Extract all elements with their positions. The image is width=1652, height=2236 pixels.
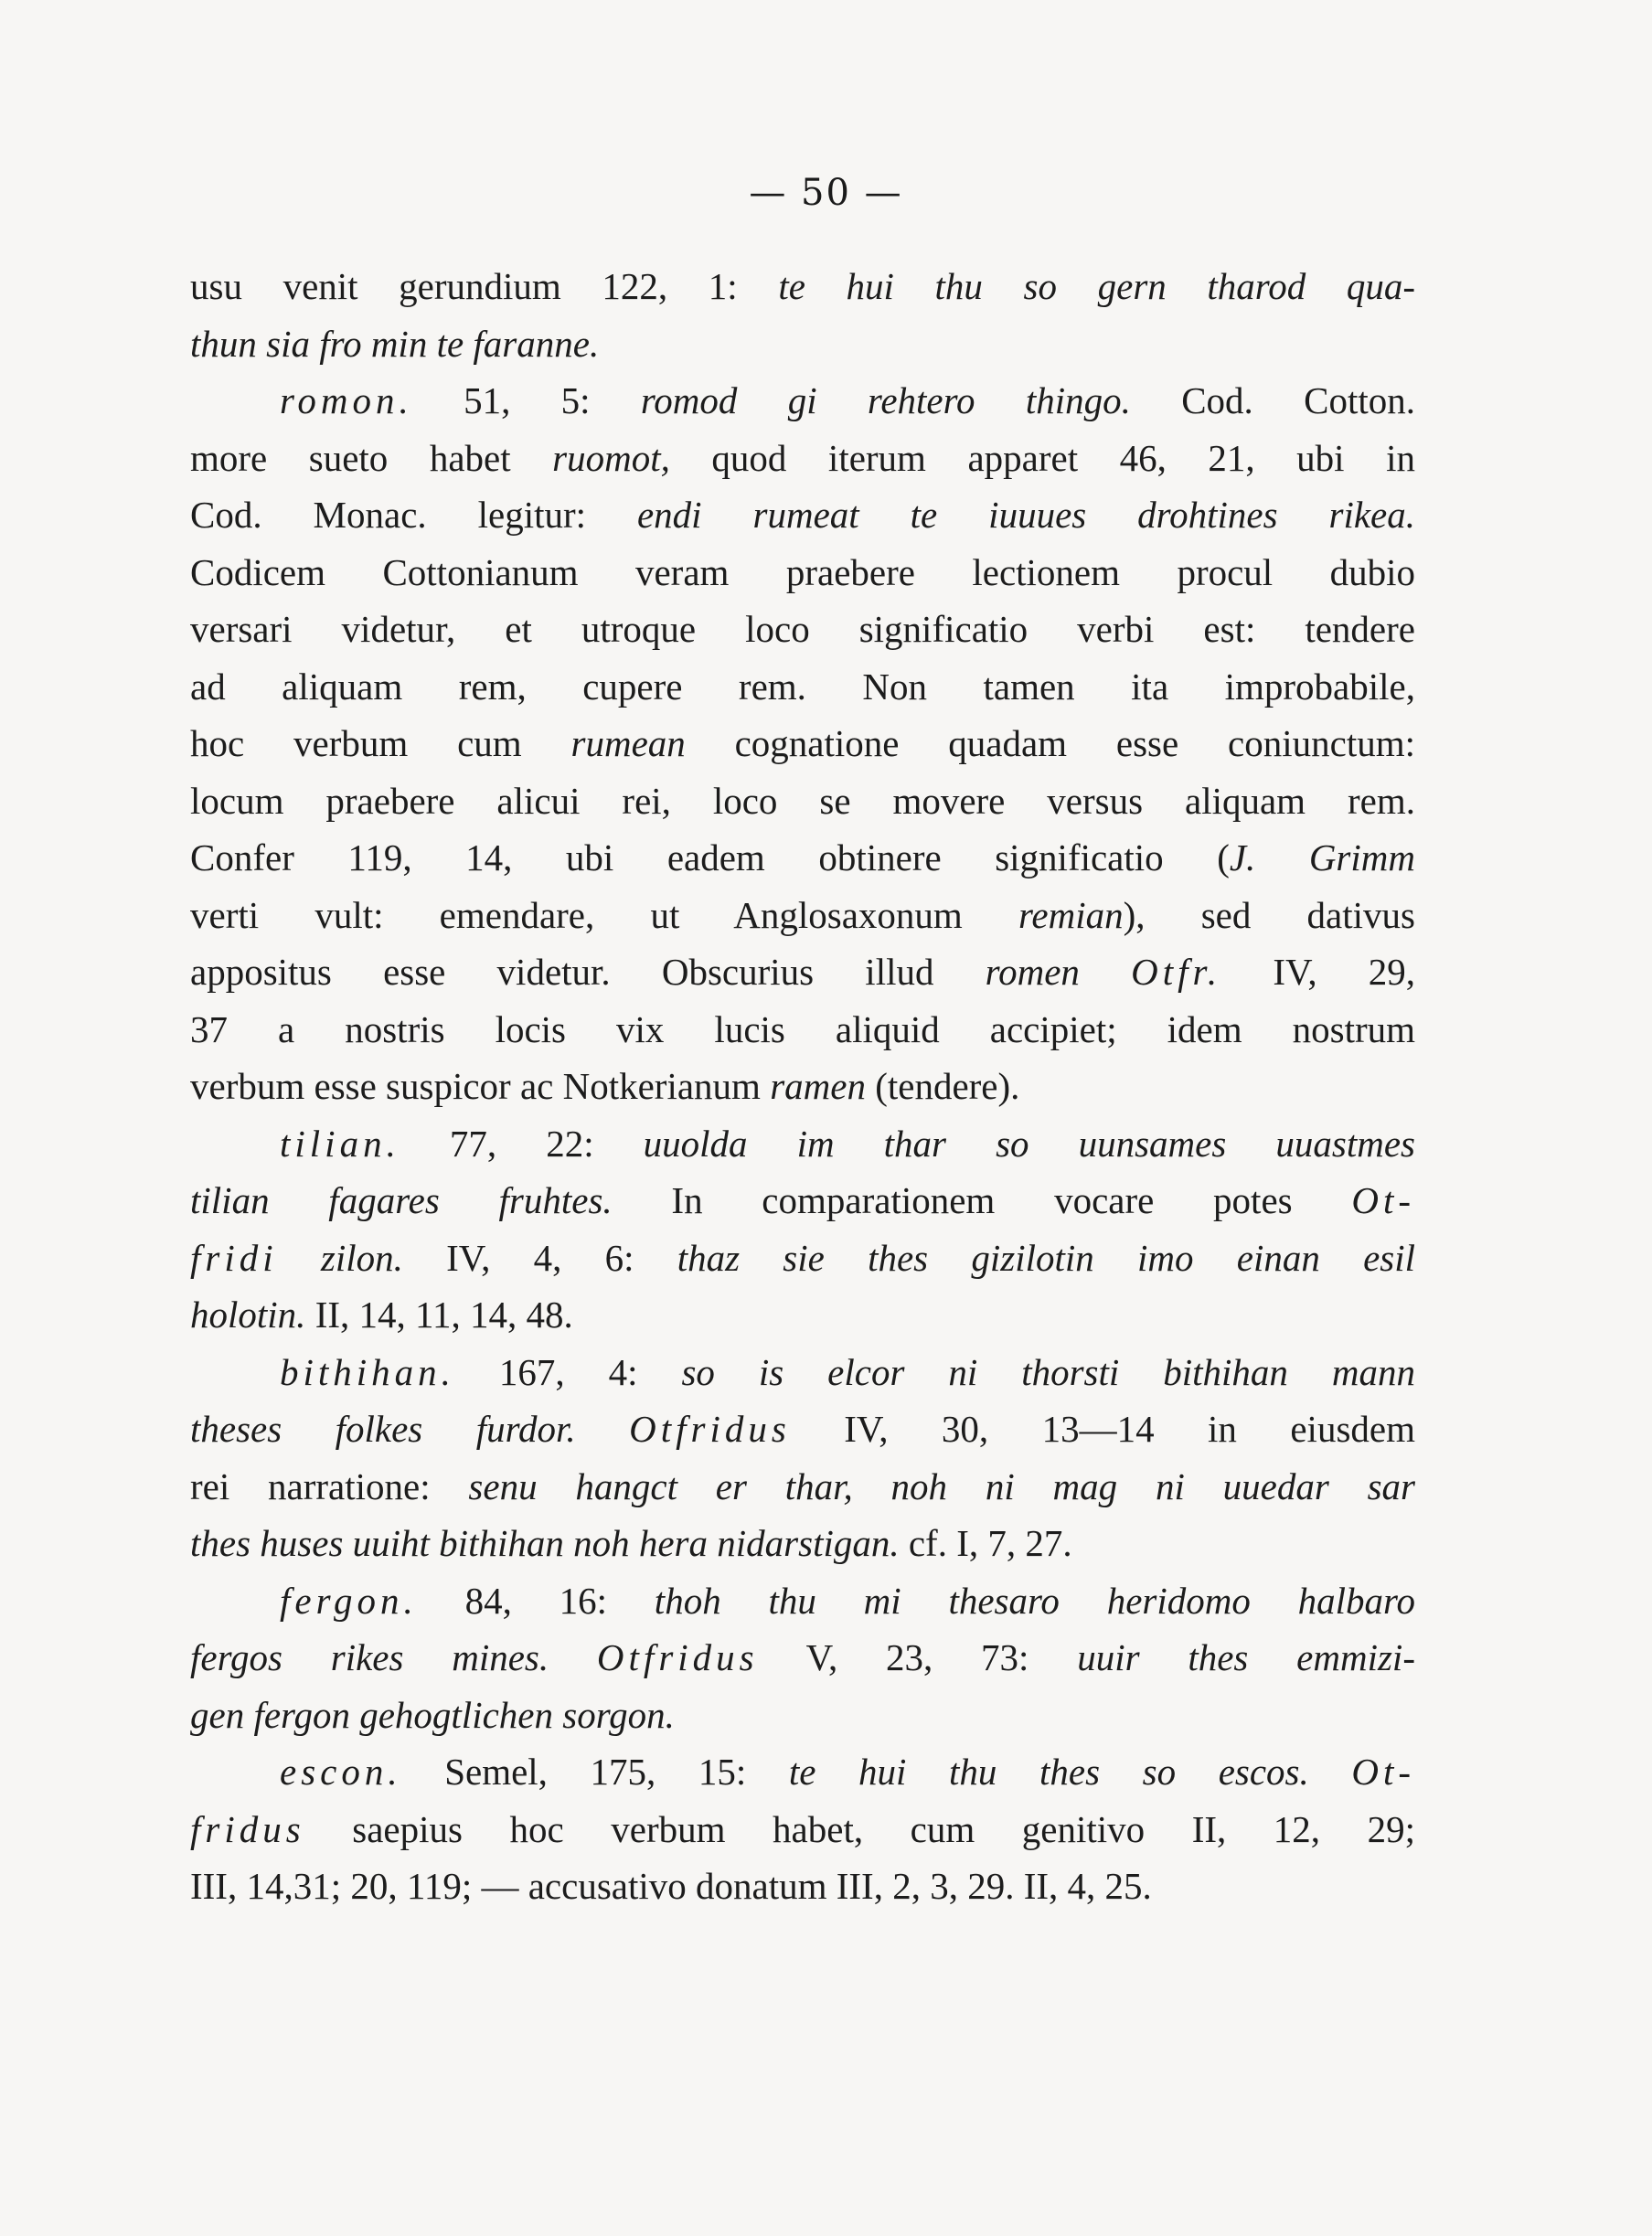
text-line [190, 486, 1415, 544]
italic-text: J. Grimm [1229, 836, 1415, 878]
italic-text: tilian fagares fruhtes. [190, 1179, 613, 1221]
text-line [190, 829, 1415, 887]
text-line [190, 1458, 1415, 1516]
roman-text: appositus esse videtur. Obscurius illud [190, 951, 986, 993]
roman-text: cognatione quadam esse coniunctum: [685, 722, 1415, 764]
italic-text: zilon. [320, 1236, 403, 1279]
italic-text: fridus [190, 1807, 305, 1850]
roman-text: verti vult: emendare, ut Anglosaxonum [190, 893, 1018, 936]
text-line [190, 1801, 1415, 1858]
roman-text [549, 1636, 597, 1678]
italic-text: romod gi rehtero thingo. [640, 379, 1131, 421]
roman-text: IV, 29, [1221, 951, 1415, 993]
text-line [190, 1001, 1415, 1059]
italic-text: thoh thu mi thesaro heridomo halbaro [654, 1579, 1415, 1622]
text-line [190, 1115, 1415, 1173]
italic-text: Otfr. [1131, 951, 1222, 993]
italic-text: rumean [570, 722, 686, 764]
text-line [190, 1400, 1415, 1458]
roman-text: In comparationem vocare potes [612, 1179, 1352, 1221]
roman-text: Codicem Cottonianum veram praebere lectionem procul dubio [190, 550, 1415, 593]
italic-text: so is elcor ni thorsti bithihan mann [681, 1350, 1415, 1393]
italic-text: senu hangct er thar, noh ni mag ni uuedar sar [468, 1464, 1415, 1507]
italic-text: Otfridus [629, 1408, 791, 1450]
text-line [190, 372, 1415, 430]
roman-text: usu venit gerundium 122, 1: [190, 265, 779, 307]
roman-text: locum praebere alicui rei, loco se movere versus aliquam rem. [190, 779, 1415, 822]
roman-text: 77, 22: [400, 1122, 644, 1165]
roman-text: ), sed dativus [1123, 893, 1415, 936]
roman-text: verbum esse suspicor ac Notkerianum [190, 1065, 771, 1107]
text-line [190, 1572, 1415, 1630]
text-line [190, 887, 1415, 944]
body-text [190, 258, 1415, 1915]
roman-text: ad aliquam rem, cupere rem. Non tamen ita improbabile, [190, 665, 1415, 708]
text-line [190, 1344, 1415, 1401]
italic-text: endi rumeat te iuuues drohtines rikea. [636, 494, 1415, 536]
italic-text: romon. [280, 379, 413, 421]
italic-text: fergos rikes mines. [190, 1636, 549, 1678]
roman-text: 84, 16: [417, 1579, 655, 1622]
text-line [190, 1687, 1415, 1744]
roman-text: 37 a nostris locis vix lucis aliquid accipiet; idem nostrum [190, 1007, 1415, 1050]
text-line [190, 1286, 1415, 1344]
text-line [190, 1172, 1415, 1230]
italic-text: escon. [280, 1751, 402, 1793]
roman-text: hoc verbum cum [190, 722, 571, 764]
roman-text: (tendere). [865, 1065, 1020, 1107]
roman-text: versari videtur, et utroque loco significatio verbi est: tendere [190, 608, 1415, 650]
text-line [190, 430, 1415, 487]
italic-text: Otfridus [596, 1636, 759, 1678]
italic-text: ramen [770, 1065, 866, 1107]
italic-text: te hui thu so gern tharod qua- [778, 265, 1415, 307]
italic-text: te hui thu thes so escos. [788, 1751, 1309, 1793]
roman-text: Cod. Cotton. [1130, 379, 1415, 421]
roman-text: IV, 4, 6: [402, 1236, 677, 1279]
italic-text: Ot- [1351, 1751, 1415, 1793]
text-line [190, 1515, 1415, 1572]
roman-text: quod iterum apparet 46, 21, ubi in [669, 436, 1415, 479]
roman-text: Semel, 175, 15: [401, 1751, 789, 1793]
text-line [190, 601, 1415, 658]
italic-text: tilian. [280, 1122, 400, 1165]
roman-text: more sueto habet [190, 436, 553, 479]
italic-text: thun sia fro min te faranne. [190, 322, 600, 365]
roman-text: 167, 4: [454, 1350, 682, 1393]
text-line [190, 715, 1415, 772]
roman-text: Cod. Monac. legitur: [190, 494, 637, 536]
roman-text: rei narratione: [190, 1464, 469, 1507]
roman-text: 51, 5: [412, 379, 641, 421]
italic-text: ruomot, [552, 436, 670, 479]
roman-text: III, 14,31; 20, 119; — accusativo donatum III, 2, 3, 29. II, 4, 25. [190, 1865, 1152, 1907]
italic-text: Ot- [1351, 1179, 1415, 1221]
roman-text [576, 1408, 629, 1450]
page-number: — 50 — [749, 172, 903, 214]
italic-text: romen [985, 951, 1080, 993]
text-line [190, 658, 1415, 716]
italic-text: remian [1018, 893, 1124, 936]
roman-text: cf. I, 7, 27. [899, 1522, 1072, 1564]
text-line [190, 1230, 1415, 1287]
italic-text: holotin. [190, 1294, 306, 1336]
text-line [190, 1858, 1415, 1915]
italic-text: fergon. [280, 1579, 418, 1622]
roman-text: II, 14, 11, 14, 48. [305, 1294, 573, 1336]
text-line [190, 1058, 1415, 1115]
italic-text: fridi [190, 1236, 278, 1279]
roman-text [1309, 1751, 1352, 1793]
italic-text: thaz sie thes gizilotin imo einan esil [677, 1236, 1415, 1279]
roman-text [1080, 951, 1131, 993]
text-line [190, 1629, 1415, 1687]
roman-text: V, 23, 73: [758, 1636, 1078, 1678]
roman-text [278, 1237, 321, 1279]
italic-text: uuolda im thar so uunsames uuastmes [643, 1122, 1415, 1165]
roman-text: IV, 30, 13—14 in eiusdem [790, 1408, 1415, 1450]
italic-text: uuir thes emmizi- [1077, 1636, 1415, 1678]
text-line [190, 943, 1415, 1001]
italic-text: thes huses uuiht bithihan noh hera nidarstigan. [190, 1522, 900, 1564]
text-line [190, 544, 1415, 602]
roman-text: saepius hoc verbum habet, cum genitivo II, 12, 29; [304, 1807, 1415, 1850]
italic-text: theses folkes furdor. [190, 1408, 576, 1450]
text-line [190, 315, 1415, 373]
text-line [190, 1743, 1415, 1801]
italic-text: gen fergon gehogtlichen sorgon. [190, 1693, 675, 1736]
italic-text: bithihan. [280, 1350, 455, 1393]
roman-text: Confer 119, 14, ubi eadem obtinere significatio ( [190, 836, 1230, 878]
text-line [190, 258, 1415, 315]
text-line [190, 772, 1415, 830]
